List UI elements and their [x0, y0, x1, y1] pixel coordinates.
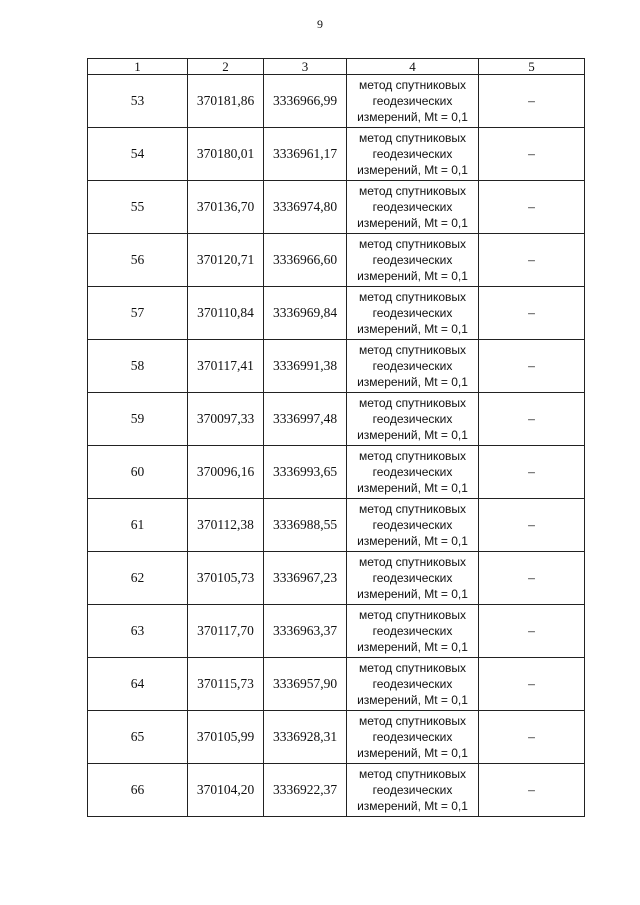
method-line: измерений, Mt = 0,1	[357, 746, 468, 760]
point-number-cell: 62	[88, 552, 188, 605]
table-row	[88, 658, 585, 711]
x-coordinate-cell: 370096,16	[188, 446, 264, 499]
method-line: геодезических	[372, 730, 453, 744]
x-coordinate-cell: 370105,73	[188, 552, 264, 605]
y-coordinate-cell: 3336993,65	[264, 446, 347, 499]
point-number-cell: 65	[88, 711, 188, 764]
method-line: метод спутниковых	[358, 290, 466, 304]
method-cell	[347, 75, 479, 128]
point-number-cell: 54	[88, 128, 188, 181]
y-coordinate-cell: 3336966,99	[264, 75, 347, 128]
method-line: измерений, Mt = 0,1	[357, 322, 468, 336]
method-line: метод спутниковых	[358, 767, 466, 781]
method-line: измерений, Mt = 0,1	[357, 269, 468, 283]
method-cell	[347, 181, 479, 234]
table-row	[88, 711, 585, 764]
method-line: измерений, Mt = 0,1	[357, 534, 468, 548]
table-row	[88, 340, 585, 393]
method-cell	[347, 605, 479, 658]
y-coordinate-cell: 3336967,23	[264, 552, 347, 605]
x-coordinate-cell: 370105,99	[188, 711, 264, 764]
table-row	[88, 552, 585, 605]
y-coordinate-cell: 3336957,90	[264, 658, 347, 711]
point-number-cell: 63	[88, 605, 188, 658]
y-coordinate-cell: 3336991,38	[264, 340, 347, 393]
method-line: измерений, Mt = 0,1	[357, 693, 468, 707]
x-coordinate-cell: 370097,33	[188, 393, 264, 446]
y-coordinate-cell: 3336922,37	[264, 764, 347, 817]
x-coordinate-cell: 370180,01	[188, 128, 264, 181]
method-line: геодезических	[372, 465, 453, 479]
y-coordinate-cell: 3336988,55	[264, 499, 347, 552]
method-line: геодезических	[372, 200, 453, 214]
table-body	[88, 75, 585, 817]
table-row	[88, 605, 585, 658]
point-number-cell: 60	[88, 446, 188, 499]
method-line: метод спутниковых	[358, 449, 466, 463]
method-line: измерений, Mt = 0,1	[357, 110, 468, 124]
method-line: метод спутниковых	[358, 714, 466, 728]
x-coordinate-cell: 370104,20	[188, 764, 264, 817]
method-line: измерений, Mt = 0,1	[357, 481, 468, 495]
method-line: геодезических	[372, 783, 453, 797]
note-cell: –	[479, 711, 585, 764]
method-line: метод спутниковых	[358, 608, 466, 622]
x-coordinate-cell: 370110,84	[188, 287, 264, 340]
method-line: геодезических	[372, 624, 453, 638]
table-row	[88, 128, 585, 181]
method-line: геодезических	[372, 253, 453, 267]
x-coordinate-cell: 370117,41	[188, 340, 264, 393]
method-line: геодезических	[372, 571, 453, 585]
note-cell: –	[479, 287, 585, 340]
method-cell	[347, 552, 479, 605]
method-cell	[347, 234, 479, 287]
method-cell	[347, 711, 479, 764]
method-line: метод спутниковых	[358, 131, 466, 145]
method-line: геодезических	[372, 412, 453, 426]
method-line: геодезических	[372, 94, 453, 108]
method-line: метод спутниковых	[358, 78, 466, 92]
point-number-cell: 58	[88, 340, 188, 393]
method-cell	[347, 658, 479, 711]
column-header: 1	[88, 59, 188, 75]
y-coordinate-cell: 3336961,17	[264, 128, 347, 181]
point-number-cell: 57	[88, 287, 188, 340]
note-cell: –	[479, 181, 585, 234]
column-header: 3	[264, 59, 347, 75]
note-cell: –	[479, 764, 585, 817]
method-cell	[347, 287, 479, 340]
y-coordinate-cell: 3336966,60	[264, 234, 347, 287]
method-line: геодезических	[372, 518, 453, 532]
table-row	[88, 287, 585, 340]
point-number-cell: 56	[88, 234, 188, 287]
note-cell: –	[479, 393, 585, 446]
x-coordinate-cell: 370120,71	[188, 234, 264, 287]
method-cell	[347, 499, 479, 552]
y-coordinate-cell: 3336969,84	[264, 287, 347, 340]
method-cell	[347, 393, 479, 446]
point-number-cell: 59	[88, 393, 188, 446]
point-number-cell: 61	[88, 499, 188, 552]
note-cell: –	[479, 499, 585, 552]
y-coordinate-cell: 3336997,48	[264, 393, 347, 446]
method-cell	[347, 340, 479, 393]
method-cell	[347, 764, 479, 817]
method-line: геодезических	[372, 147, 453, 161]
note-cell: –	[479, 234, 585, 287]
note-cell: –	[479, 75, 585, 128]
method-line: измерений, Mt = 0,1	[357, 375, 468, 389]
coordinates-table	[87, 58, 585, 817]
x-coordinate-cell: 370136,70	[188, 181, 264, 234]
method-line: измерений, Mt = 0,1	[357, 428, 468, 442]
method-line: метод спутниковых	[358, 502, 466, 516]
method-line: измерений, Mt = 0,1	[357, 799, 468, 813]
note-cell: –	[479, 552, 585, 605]
table-header-row	[88, 59, 585, 75]
point-number-cell: 53	[88, 75, 188, 128]
column-header: 2	[188, 59, 264, 75]
table-row	[88, 499, 585, 552]
note-cell: –	[479, 446, 585, 499]
point-number-cell: 55	[88, 181, 188, 234]
method-line: метод спутниковых	[358, 396, 466, 410]
note-cell: –	[479, 340, 585, 393]
method-line: геодезических	[372, 306, 453, 320]
method-line: измерений, Mt = 0,1	[357, 640, 468, 654]
table-row	[88, 393, 585, 446]
method-line: геодезических	[372, 359, 453, 373]
y-coordinate-cell: 3336928,31	[264, 711, 347, 764]
method-line: измерений, Mt = 0,1	[357, 163, 468, 177]
x-coordinate-cell: 370115,73	[188, 658, 264, 711]
x-coordinate-cell: 370117,70	[188, 605, 264, 658]
table-row	[88, 764, 585, 817]
note-cell: –	[479, 658, 585, 711]
point-number-cell: 64	[88, 658, 188, 711]
method-line: измерений, Mt = 0,1	[357, 587, 468, 601]
point-number-cell: 66	[88, 764, 188, 817]
table-row	[88, 75, 585, 128]
method-line: метод спутниковых	[358, 343, 466, 357]
table-row	[88, 234, 585, 287]
note-cell: –	[479, 128, 585, 181]
method-line: метод спутниковых	[358, 237, 466, 251]
method-line: геодезических	[372, 677, 453, 691]
method-line: метод спутниковых	[358, 555, 466, 569]
method-line: измерений, Mt = 0,1	[357, 216, 468, 230]
x-coordinate-cell: 370181,86	[188, 75, 264, 128]
column-header: 5	[479, 59, 585, 75]
method-cell	[347, 446, 479, 499]
x-coordinate-cell: 370112,38	[188, 499, 264, 552]
method-line: метод спутниковых	[358, 661, 466, 675]
method-line: метод спутниковых	[358, 184, 466, 198]
method-cell	[347, 128, 479, 181]
table-row	[88, 446, 585, 499]
column-header: 4	[347, 59, 479, 75]
page-number: 9	[317, 17, 323, 31]
note-cell: –	[479, 605, 585, 658]
y-coordinate-cell: 3336974,80	[264, 181, 347, 234]
table-row	[88, 181, 585, 234]
y-coordinate-cell: 3336963,37	[264, 605, 347, 658]
